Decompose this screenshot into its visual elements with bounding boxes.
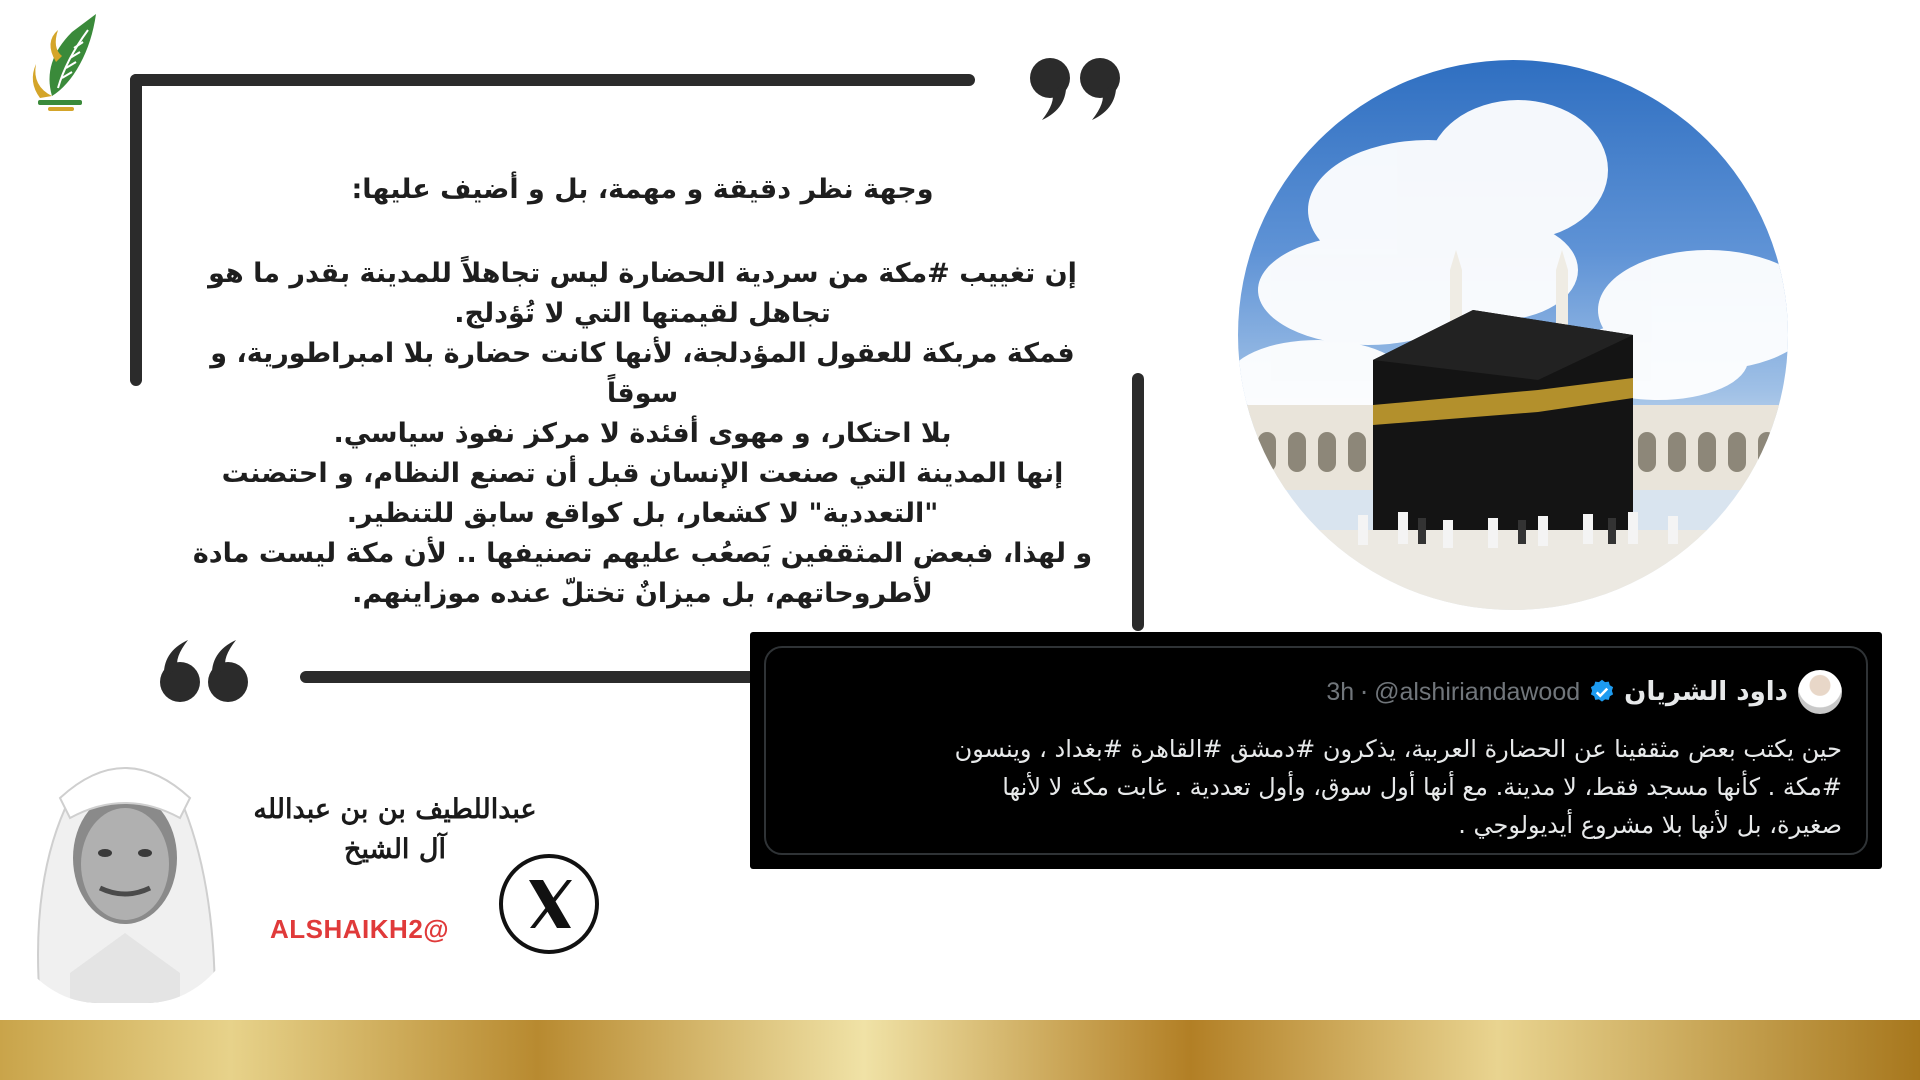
tweet-body — [786, 730, 1842, 844]
quote-intro: وجهة نظر دقيقة و مهمة، بل و أضيف عليها: — [351, 174, 934, 205]
tweet-handle[interactable]: @alshiriandawood — [1374, 677, 1581, 706]
quote-line: إن تغييب #مكة من سردية الحضارة ليس تجاهلاً للمدينة بقدر ما هو — [208, 258, 1077, 289]
quote-line: و لهذا، فبعض المثقفين يَصعُب عليهم تصنيفها .. لأن مكة ليست مادة — [192, 538, 1093, 569]
quote-line: لأطروحاتهم، بل ميزانٌ تختلّ عنده موزاينهم. — [352, 578, 933, 609]
author-name-line1: عبداللطيف بن بن عبدالله — [253, 794, 537, 825]
tweet-line: صغيرة، بل لأنها بلا مشروع أيديولوجي . — [1458, 811, 1842, 839]
author-name-line2: آل الشيخ — [344, 834, 446, 865]
tweet-header — [766, 670, 1866, 714]
frame-bottom-line — [300, 671, 760, 683]
brand-logo — [22, 12, 104, 120]
kaaba-photo — [1238, 60, 1788, 610]
quote-line: تجاهل لقيمتها التي لا تُؤدلج. — [454, 298, 831, 329]
author-photo — [0, 718, 245, 1003]
verified-badge-icon — [1588, 678, 1616, 706]
tweet-time[interactable]: 3h — [1326, 677, 1355, 706]
tweet-card-border — [764, 646, 1868, 855]
frame-left-line — [130, 74, 142, 386]
frame-top-line — [130, 74, 975, 86]
tweet-author-name[interactable]: داود الشريان — [1624, 677, 1788, 707]
quote-line: "التعددية" لا كشعار، بل كواقع سابق للتنظير. — [346, 498, 939, 529]
quote-text — [175, 170, 1110, 614]
quote-line: بلا احتكار، و مهوى أفئدة لا مركز نفوذ سياسي. — [333, 418, 952, 449]
frame-right-line — [1132, 373, 1144, 631]
tweet-avatar[interactable] — [1798, 670, 1842, 714]
author-handle[interactable]: ALSHAIKH2@ — [270, 914, 450, 944]
quote-line: إنها المدينة التي صنعت الإنسان قبل أن تصنع النظام، و احتضنت — [221, 458, 1064, 489]
tweet-line: #مكة . كأنها مسجد فقط، لا مدينة. مع أنها أول سوق، وأول تعددية . غابت مكة لا لأنها — [1002, 773, 1842, 801]
gold-footer-band — [0, 1020, 1920, 1080]
quote-line: فمكة مربكة للعقول المؤدلجة، لأنها كانت حضارة بلا امبراطورية، و سوقاً — [210, 338, 1075, 409]
tweet-card[interactable] — [750, 632, 1882, 869]
quote-close-icon — [1028, 56, 1128, 122]
tweet-line: حين يكتب بعض مثقفينا عن الحضارة العربية، يذكرون #دمشق #القاهرة #بغداد ، وينسون — [954, 735, 1842, 763]
x-logo-icon[interactable] — [497, 852, 601, 956]
quote-open-icon — [154, 638, 250, 704]
tweet-separator: · — [1360, 677, 1369, 707]
